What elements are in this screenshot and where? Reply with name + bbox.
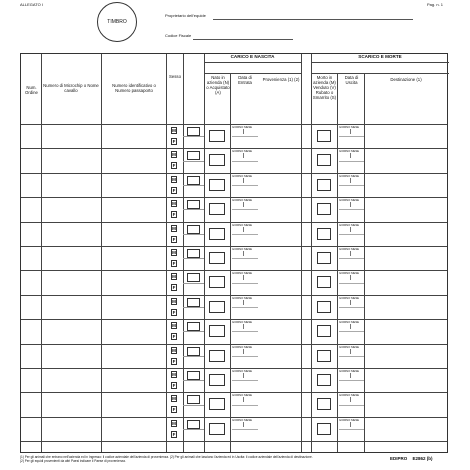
table-row: [21, 270, 447, 294]
exit-reason-checkbox[interactable]: [317, 301, 331, 313]
born-checkbox[interactable]: [209, 374, 225, 386]
entry-date-field[interactable]: GIORNO MESE: [232, 125, 253, 129]
tax-code-label: Codice Fiscale: [165, 33, 192, 38]
sex-female-box[interactable]: F: [172, 309, 176, 315]
sex-male-box[interactable]: M: [172, 176, 176, 182]
exit-date-field[interactable]: GIORNO MESE: [339, 369, 360, 373]
table-row: [21, 124, 447, 148]
exit-date-field[interactable]: GIORNO MESE: [339, 222, 360, 227]
entry-date-field[interactable]: GIORNO MESE: [232, 271, 253, 276]
entry-date-field[interactable]: GIORNO MESE: [232, 369, 253, 373]
sex-checkbox[interactable]: [187, 151, 200, 160]
exit-date-field[interactable]: GIORNO MESE: [339, 417, 360, 422]
col-origin: Provenienza (1) (2): [262, 77, 300, 82]
sex-female-box[interactable]: F: [172, 358, 176, 364]
exit-reason-checkbox[interactable]: [317, 398, 331, 410]
sex-female-box[interactable]: F: [172, 163, 176, 169]
born-checkbox[interactable]: [209, 276, 225, 288]
table-row: [21, 197, 447, 221]
exit-reason-checkbox[interactable]: [317, 228, 331, 240]
exit-reason-checkbox[interactable]: [317, 423, 331, 435]
born-checkbox[interactable]: [209, 252, 225, 264]
entry-date-field[interactable]: GIORNO MESE: [232, 344, 253, 349]
sex-male-box[interactable]: M: [172, 152, 176, 158]
sex-checkbox[interactable]: [187, 225, 200, 234]
col-born: Nato in azienda (N) o Acquistato (A): [206, 75, 230, 95]
sex-male-box[interactable]: M: [172, 225, 176, 231]
sex-checkbox[interactable]: [187, 127, 200, 136]
sex-male-box[interactable]: M: [172, 396, 176, 402]
entry-date-field[interactable]: GIORNO MESE: [232, 417, 253, 422]
exit-date-field[interactable]: GIORNO MESE: [339, 393, 360, 398]
col-entry-date: Data di Entrata: [238, 75, 252, 85]
owner-field[interactable]: [213, 19, 413, 20]
exit-date-field[interactable]: GIORNO MESE: [339, 271, 360, 276]
sex-male-box[interactable]: M: [172, 372, 176, 377]
entry-date-field[interactable]: GIORNO MESE: [232, 173, 253, 178]
exit-date-field[interactable]: GIORNO MESE: [339, 149, 360, 154]
sex-checkbox[interactable]: [187, 273, 200, 282]
sex-female-box[interactable]: F: [172, 139, 176, 144]
exit-date-field[interactable]: GIORNO MESE: [339, 295, 360, 300]
exit-reason-checkbox[interactable]: [317, 325, 331, 337]
exit-date-field[interactable]: GIORNO MESE: [339, 198, 360, 203]
born-checkbox[interactable]: [209, 301, 225, 313]
exit-reason-checkbox[interactable]: [317, 374, 331, 386]
sex-checkbox[interactable]: [187, 347, 200, 356]
exit-reason-checkbox[interactable]: [317, 130, 331, 142]
page-number: Pag. n. 1: [427, 2, 444, 7]
col-id-number: Numero identificativo o Numero passaporto: [112, 83, 156, 93]
entry-date-field[interactable]: GIORNO MESE: [232, 247, 253, 251]
exit-date-field[interactable]: GIORNO MESE: [339, 344, 360, 349]
born-checkbox[interactable]: [209, 203, 225, 215]
col-exit-date: Data di Uscita: [344, 75, 359, 85]
born-checkbox[interactable]: [209, 350, 225, 362]
table-row: [21, 319, 447, 343]
sex-checkbox[interactable]: [187, 200, 200, 209]
sex-male-box[interactable]: M: [172, 201, 176, 207]
sex-checkbox[interactable]: [187, 371, 200, 380]
form-number: E2862 (b): [412, 456, 433, 461]
entry-date-field[interactable]: GIORNO MESE: [232, 320, 253, 325]
exit-date-field[interactable]: GIORNO MESE: [339, 247, 360, 251]
col-death: Morto in azienda (M) Venduto (V) Rubato o Smarrito (S): [312, 75, 337, 100]
exit-reason-checkbox[interactable]: [317, 276, 331, 288]
stamp-label: TIMBRO: [107, 19, 127, 25]
sex-female-box[interactable]: F: [172, 407, 176, 413]
entry-date-field[interactable]: GIORNO MESE: [232, 149, 253, 154]
born-checkbox[interactable]: [209, 398, 225, 410]
col-group-load: CARICO E NASCITA: [230, 54, 275, 59]
sex-male-box[interactable]: M: [172, 274, 176, 280]
table-row: [21, 222, 447, 246]
table-row: [21, 392, 447, 416]
exit-date-field[interactable]: GIORNO MESE: [339, 320, 360, 325]
col-order-no: Num. Ordine: [25, 85, 38, 95]
exit-reason-checkbox[interactable]: [317, 203, 331, 215]
form-code: ALLEGATO I: [20, 2, 43, 7]
sex-female-box[interactable]: F: [172, 285, 176, 291]
entry-date-field[interactable]: GIORNO MESE: [232, 222, 253, 227]
born-checkbox[interactable]: [209, 130, 225, 142]
table-row: [21, 295, 447, 319]
sex-checkbox[interactable]: [187, 322, 200, 331]
born-checkbox[interactable]: [209, 228, 225, 240]
born-checkbox[interactable]: [209, 154, 225, 166]
table-row: [21, 368, 447, 392]
sex-female-box[interactable]: F: [172, 431, 176, 437]
exit-reason-checkbox[interactable]: [317, 252, 331, 264]
exit-reason-checkbox[interactable]: [317, 350, 331, 362]
exit-reason-checkbox[interactable]: [317, 154, 331, 166]
exit-date-field[interactable]: GIORNO MESE: [339, 125, 360, 129]
sex-checkbox[interactable]: [187, 395, 200, 404]
sex-female-box[interactable]: F: [172, 212, 176, 218]
born-checkbox[interactable]: [209, 423, 225, 435]
exit-reason-checkbox[interactable]: [317, 179, 331, 191]
sex-male-box[interactable]: M: [172, 128, 176, 133]
sex-checkbox[interactable]: [187, 249, 200, 258]
publisher-logo: EDIPRO: [390, 456, 408, 461]
table-row: [21, 246, 447, 270]
entry-date-field[interactable]: GIORNO MESE: [232, 393, 253, 398]
exit-date-field[interactable]: GIORNO MESE: [339, 173, 360, 178]
sex-female-box[interactable]: F: [172, 383, 176, 388]
table-row: [21, 344, 447, 368]
sex-male-box[interactable]: M: [172, 250, 176, 255]
sex-male-box[interactable]: M: [172, 298, 176, 304]
sex-male-box[interactable]: M: [172, 323, 176, 329]
table-row: [21, 148, 447, 172]
footnote-2: (2) Per gli equidi provenienti da altri Paesi indicare il Paese di provenienza.: [20, 459, 126, 463]
register-table: [20, 53, 448, 453]
table-row: [21, 417, 447, 441]
sex-checkbox[interactable]: [187, 420, 200, 429]
owner-label: Proprietario dell'equide: [165, 13, 206, 18]
col-destination: Destinazione (1): [390, 77, 422, 82]
entry-date-field[interactable]: GIORNO MESE: [232, 295, 253, 300]
col-sex: Sesso: [169, 74, 181, 79]
born-checkbox[interactable]: [209, 325, 225, 337]
stamp-circle: [97, 2, 137, 42]
sex-female-box[interactable]: F: [172, 334, 176, 340]
sex-male-box[interactable]: M: [172, 347, 176, 353]
footnote-1: (1) Per gli animali che entrano nell'azienda ed in Ingresso: il codice aziendale dell'azienda di provenienza. (2) Per gli animali che lasciano l'azienda ed in Uscita: il codice aziendale dell'azienda di destinazione.: [20, 455, 313, 459]
born-checkbox[interactable]: [209, 179, 225, 191]
table-row: [21, 173, 447, 197]
entry-date-field[interactable]: GIORNO MESE: [232, 198, 253, 203]
tax-code-field[interactable]: [193, 39, 293, 40]
sex-female-box[interactable]: F: [172, 236, 176, 242]
col-microchip: Numero di Microchip o Nome cavallo: [43, 83, 99, 93]
sex-checkbox[interactable]: [187, 176, 200, 185]
sex-male-box[interactable]: M: [172, 420, 176, 426]
sex-female-box[interactable]: F: [172, 187, 176, 193]
sex-female-box[interactable]: F: [172, 261, 176, 266]
col-group-unload: SCARICO E MORTE: [358, 54, 402, 59]
sex-checkbox[interactable]: [187, 298, 200, 307]
